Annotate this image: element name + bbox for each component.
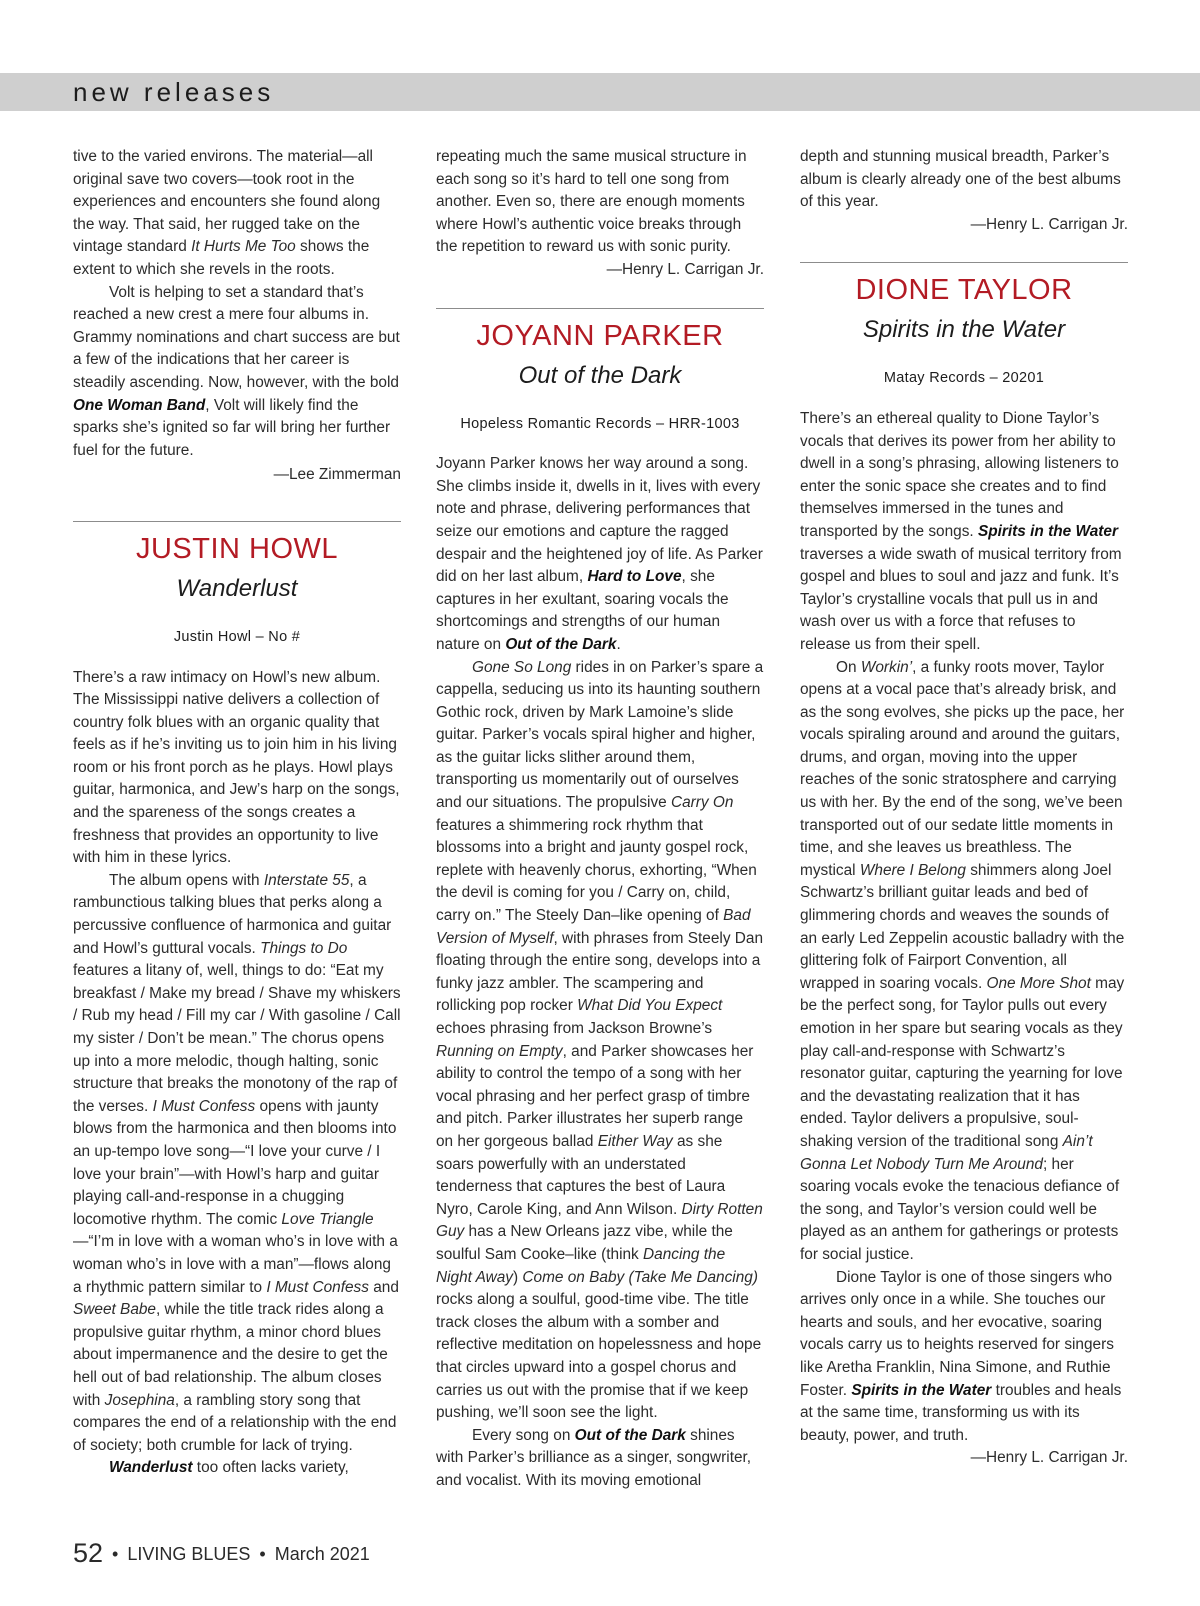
review-paragraph: repeating much the same musical structure in each song so it’s hard to tell one song from another. Even so, there are enough moments where Howl’s authentic voice breaks through the repetition to reward us with sonic purity. xyxy=(436,148,747,256)
issue-date: March 2021 xyxy=(274,1544,370,1564)
artist-name: JOYANN PARKER xyxy=(476,319,724,352)
album-title: Spirits in the Water xyxy=(862,316,1066,344)
footer-bullet: • xyxy=(112,1544,119,1564)
review-paragraph: Volt is helping to set a standard that’s reached a new crest a mere four albums in. Grammy nominations and chart success are but a few of the indications that her career is steadily ascending. Now, however, with the bold One Woman Band, Volt will likely find the sparks she’s ignited so far will bring her further fuel for the future. xyxy=(73,283,400,459)
magazine-name: LIVING BLUES xyxy=(127,1544,251,1564)
album-title: Wanderlust xyxy=(176,574,298,602)
reviewer-signature: —Henry L. Carrigan Jr. xyxy=(606,260,764,278)
record-label: Justin Howl – No # xyxy=(173,628,301,645)
review-paragraph: There’s an ethereal quality to Dione Taylor’s vocals that derives its power from her ability to dwell in a song’s phrasing, allowing listeners to enter the sonic space she creates and to find themselves immersed in the tunes and transported by the songs. Spirits in the Water traverses a wide swath of musical territory from gospel and blues to soul and jazz and funk. It’s Taylor’s crystalline vocals that pull us in and wash over us with a force that refuses to release us from their spell. xyxy=(800,409,1122,653)
section-divider xyxy=(800,262,1128,263)
record-label: Hopeless Romantic Records – HRR-1003 xyxy=(460,415,740,432)
review-paragraph: depth and stunning musical breadth, Parker’s album is clearly already one of the best albums of this year. xyxy=(800,148,1121,211)
footer-bullet: • xyxy=(259,1544,266,1564)
column-1 xyxy=(73,146,401,1480)
page-footer xyxy=(73,1538,370,1569)
column-2 xyxy=(436,146,764,1492)
artist-name: JUSTIN HOWL xyxy=(135,532,339,565)
review-paragraph: Gone So Long rides in on Parker’s spare a cappella, seducing us into its haunting southern Gothic rock, driven by Mark Lamoine’s slide guitar. Parker’s vocals spiral higher and higher, as the guitar licks slither around them, transporting us momentarily out of ourselves and our situations. The propulsive Carry On features a shimmering rock rhythm that blossoms into a bright and jaunty gospel rock, replete with heavenly chorus, exhorting, “When the devil is coming for you / Carry on, child, carry on.” The Steely Dan–like opening of Bad Version of Myself, with phrases from Steely Dan floating through the entire song, develops into a funky jazz ambler. The scampering and rollicking pop rocker What Did You Expect echoes phrasing from Jackson Browne’s Running on Empty, and Parker showcases her ability to control the tempo of a song with her vocal phrasing and her perfect grasp of timbre and pitch. Parker illustrates her superb range on her gorgeous ballad Either Way as she soars powerfully with an understated tenderness that captures the best of Laura Nyro, Carole King, and Ann Wilson. Dirty Rotten Guy has a New Orleans jazz vibe, while the soulful Sam Cooke–like (think Dancing the Night Away) Come on Baby (Take Me Dancing) rocks along a soulful, good-time vibe. The title track closes the album with a somber and reflective meditation on hopelessness and hope that circles upward into a gospel chorus and carries us out with the promise that if we keep pushing, we’ll soon see the light. xyxy=(436,658,764,1422)
reviewer-signature: —Henry L. Carrigan Jr. xyxy=(970,215,1128,233)
review-paragraph: tive to the varied environs. The material—all original save two covers—took root in the experiences and encounters she found along the way. That said, her rugged take on the vintage standard It Hurts Me Too shows the extent to which she revels in the roots. xyxy=(73,148,381,278)
section-title: new releases xyxy=(73,77,275,107)
review-paragraph: Wanderlust too often lacks variety, xyxy=(109,1459,349,1477)
review-paragraph: Dione Taylor is one of those singers who arrives only once in a while. She touches our hearts and souls, and her evocative, soaring vocals carry us to heights reserved for singers like Aretha Franklin, Nina Simone, and Ruthie Foster. Spirits in the Water troubles and heals at the same time, transforming us with its beauty, power, and truth. xyxy=(800,1268,1122,1444)
column-3 xyxy=(800,146,1128,1470)
artist-name: DIONE TAYLOR xyxy=(855,274,1073,307)
reviewer-signature: —Henry L. Carrigan Jr. xyxy=(970,1449,1128,1467)
section-header-bar xyxy=(0,73,1200,111)
album-title: Out of the Dark xyxy=(518,361,682,389)
record-label: Matay Records – 20201 xyxy=(883,370,1045,387)
section-divider xyxy=(436,308,764,309)
review-paragraph: Joyann Parker knows her way around a song. She climbs inside it, dwells in it, lives with every note and phrase, delivering performances that seize our emotions and capture the ragged despair and the heightened joy of life. As Parker did on her last album, Hard to Love, she captures in her exultant, soaring vocals the shortcomings and strengths of our human nature on Out of the Dark. xyxy=(436,455,763,653)
reviewer-signature: —Lee Zimmerman xyxy=(273,466,401,484)
review-paragraph: There’s a raw intimacy on Howl’s new album. The Mississippi native delivers a collection of country folk blues with an organic quality that feels as if he’s inviting us to join him in his living room or his front porch as he plays. Howl plays guitar, harmonica, and Jew’s harp on the songs, and the spareness of the songs creates a freshness that provides an opportunity to live with him in these lyrics. xyxy=(73,668,400,867)
section-divider xyxy=(73,521,401,522)
review-paragraph: The album opens with Interstate 55, a rambunctious talking blues that perks along a percussive confluence of harmonica and guitar and Howl’s guttural vocals. Things to Do features a litany of, well, things to do: “Eat my breakfast / Make my bread / Shave my whiskers / Rub my head / Fill my car / With gasoline / Call my sister / Don’t be mean.” The chorus opens up into a more melodic, though halting, sonic structure that breaks the monotony of the rap of the verses. I Must Confess opens with jaunty blows from the harmonica and then blooms into an up-tempo love song—“I love your curve / I love your brain”—with Howl’s harp and guitar playing call-and-response in a chugging locomotive rhythm. The comic Love Triangle—“I’m in love with a woman who’s in love with a woman who’s in love with a man”—flows along a rhythmic pattern similar to I Must Confess and Sweet Babe, while the title track rides along a propulsive guitar rhythm, a minor chord blues about impermanence and the desire to get the hell out of bad relationship. The album closes with Josephina, a rambling story song that compares the end of a relationship with the end of society; both crumble for lack of trying. xyxy=(73,871,401,1454)
review-paragraph: On Workin’, a funky roots mover, Taylor opens at a vocal pace that’s already brisk, and as the song evolves, she picks up the pace, her vocals spiraling around and around the guitars, drums, and organ, moving into the upper reaches of the sonic stratosphere and carrying us with her. By the end of the song, we’ve been transported out of our sedate little moments in time, and she leaves us breathless. The mystical Where I Belong shimmers along Joel Schwartz’s brilliant guitar leads and bed of glimmering chords and weaves the sounds of an early Led Zeppelin acoustic balladry with the glittering folk of Fairport Convention, all wrapped in soaring vocals. One More Shot may be the perfect song, for Taylor pulls out every emotion in her spare but searing vocals as they play call-and-response with Schwartz’s resonator guitar, capturing the yearning for love and the devastating realization that it has ended. Taylor delivers a propulsive, soul-shaking version of the traditional song Ain’t Gonna Let Nobody Turn Me Around; her soaring vocals evoke the tenacious defiance of the song, and Taylor’s version could well be played as an anthem for gatherings or protests for social justice. xyxy=(800,658,1125,1263)
review-paragraph: Every song on Out of the Dark shines with Parker’s brilliance as a singer, songwriter, and vocalist. With its moving emotional xyxy=(436,1426,752,1489)
page-number: 52 xyxy=(73,1538,104,1568)
